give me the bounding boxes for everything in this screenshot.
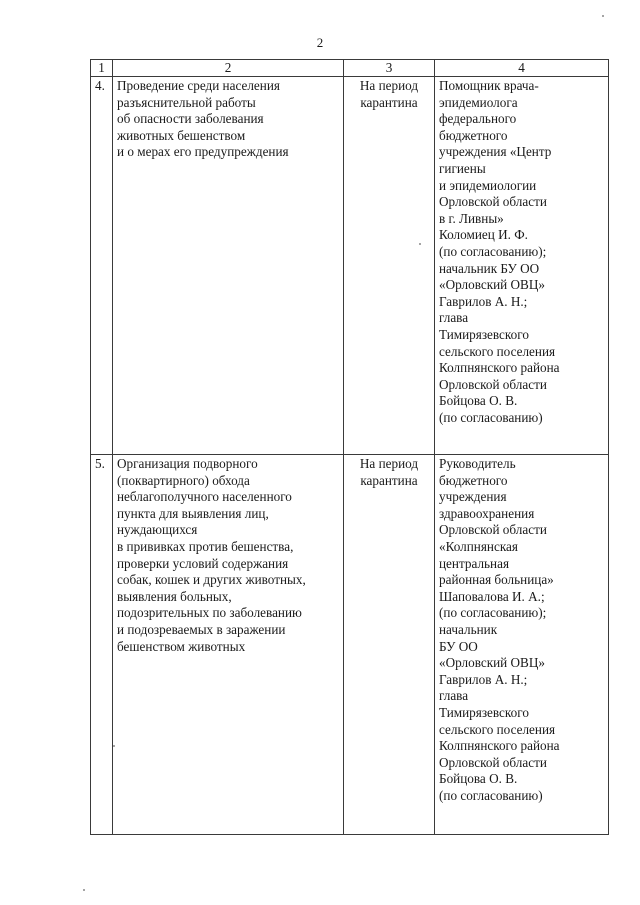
row-number: 5.	[91, 455, 113, 835]
activity-cell: Проведение среди населения разъяснительной работы об опасности заболевания животных бешенством и о мерах его предупреждения	[113, 77, 344, 455]
table-row	[91, 77, 609, 455]
scan-speck	[113, 745, 115, 747]
measures-table	[90, 59, 609, 835]
column-header-4: 4	[435, 60, 609, 77]
column-header-1: 1	[91, 60, 113, 77]
scan-speck	[602, 15, 604, 17]
period-cell: На период карантина	[344, 77, 435, 455]
period-cell: На период карантина	[344, 455, 435, 835]
activity-cell: Организация подворного (поквартирного) обхода неблагополучного населенного пункта для выявления лиц, нуждающихся в прививках против бешенства, проверки условий содержания собак, кошек и других животных, выявления больных, подозрительных по заболеванию и подозреваемых в заражении бешенством животных	[113, 455, 344, 835]
responsible-cell: Руководитель бюджетного учреждения здравоохранения Орловской области «Колпнянская центральная районная больница» Шаповалова И. А.; (по согласованию); начальник БУ ОО «Орловский ОВЦ» Гаврилов А. Н.; глава Тимирязевского сельского поселения Колпнянского района Орловской области Бойцова О. В. (по согласованию)	[435, 455, 609, 835]
scan-speck	[419, 243, 421, 245]
column-header-3: 3	[344, 60, 435, 77]
row-number: 4.	[91, 77, 113, 455]
table-row	[91, 455, 609, 835]
column-header-2: 2	[113, 60, 344, 77]
page-number: 2	[316, 35, 324, 50]
responsible-cell: Помощник врача- эпидемиолога федерального бюджетного учреждения «Центр гигиены и эпидемиологии Орловской области в г. Ливны» Коломиец И. Ф. (по согласованию); начальник БУ ОО «Орловский ОВЦ» Гаврилов А. Н.; глава Тимирязевского сельского поселения Колпнянского района Орловской области Бойцова О. В. (по согласованию)	[435, 77, 609, 455]
table-header-row	[91, 60, 609, 77]
scan-speck	[83, 889, 85, 891]
